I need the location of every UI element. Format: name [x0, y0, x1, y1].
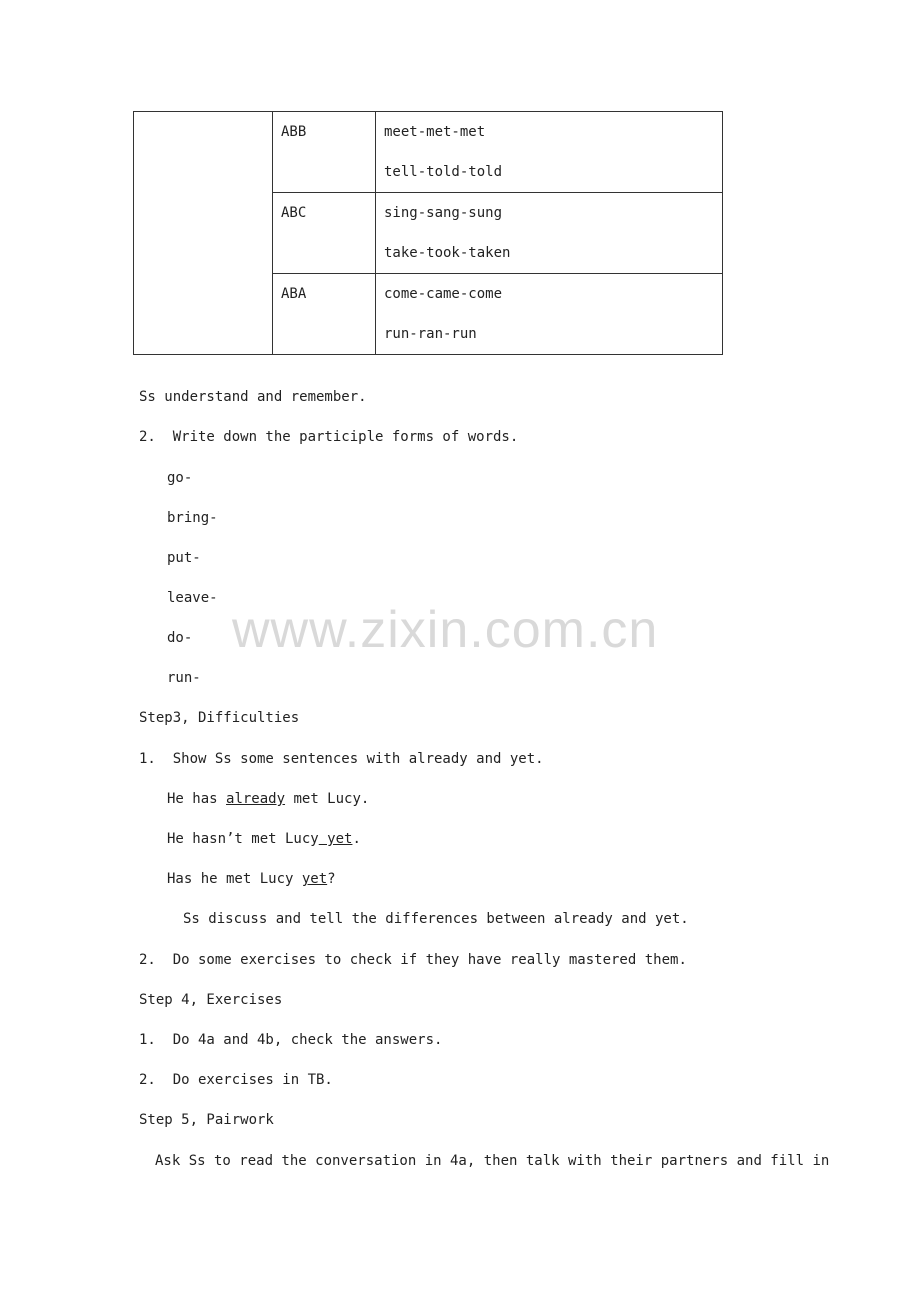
pattern-label: ABB — [281, 124, 307, 140]
example: run-ran-run — [384, 326, 477, 342]
word-item: go- — [167, 470, 193, 486]
example-sentence: He hasn’t met Lucy yet. — [167, 831, 361, 847]
step-heading: Step 5, Pairwork — [139, 1112, 274, 1128]
pattern-label: ABC — [281, 205, 307, 221]
verb-forms-table — [133, 111, 723, 355]
list-item: 1. Do 4a and 4b, check the answers. — [139, 1032, 443, 1048]
word-item: do- — [167, 630, 193, 646]
watermark: www.zixin.com.cn — [232, 601, 659, 659]
example: meet-met-met — [384, 124, 486, 140]
example-sentence: Has he met Lucy yet? — [167, 871, 336, 887]
underlined-word: yet — [301, 871, 328, 887]
example: come-came-come — [384, 286, 503, 302]
paragraph: Ask Ss to read the conversation in 4a, then talk with their partners and fill in — [155, 1153, 830, 1169]
pattern-label: ABA — [281, 286, 307, 302]
empty-cell — [134, 112, 273, 355]
example: sing-sang-sung — [384, 205, 503, 221]
paragraph: Ss discuss and tell the differences between already and yet. — [183, 911, 689, 927]
step-heading: Step 4, Exercises — [139, 992, 283, 1008]
word-item: bring- — [167, 510, 218, 526]
list-item: 2. Do some exercises to check if they have really mastered them. — [139, 952, 687, 968]
list-item: 1. Show Ss some sentences with already and yet. — [139, 751, 544, 767]
paragraph: Ss understand and remember. — [139, 389, 367, 405]
example: tell-told-told — [384, 164, 503, 180]
list-item: 2. Do exercises in TB. — [139, 1072, 333, 1088]
list-item: 2. Write down the participle forms of words. — [139, 429, 519, 445]
underlined-word: yet — [318, 831, 353, 847]
word-item: leave- — [167, 590, 218, 606]
step-heading: Step3, Difficulties — [139, 710, 300, 726]
word-item: put- — [167, 550, 201, 566]
underlined-word: already — [226, 791, 286, 807]
example: take-took-taken — [384, 245, 511, 261]
word-item: run- — [167, 670, 201, 686]
example-sentence: He has already met Lucy. — [167, 791, 370, 807]
